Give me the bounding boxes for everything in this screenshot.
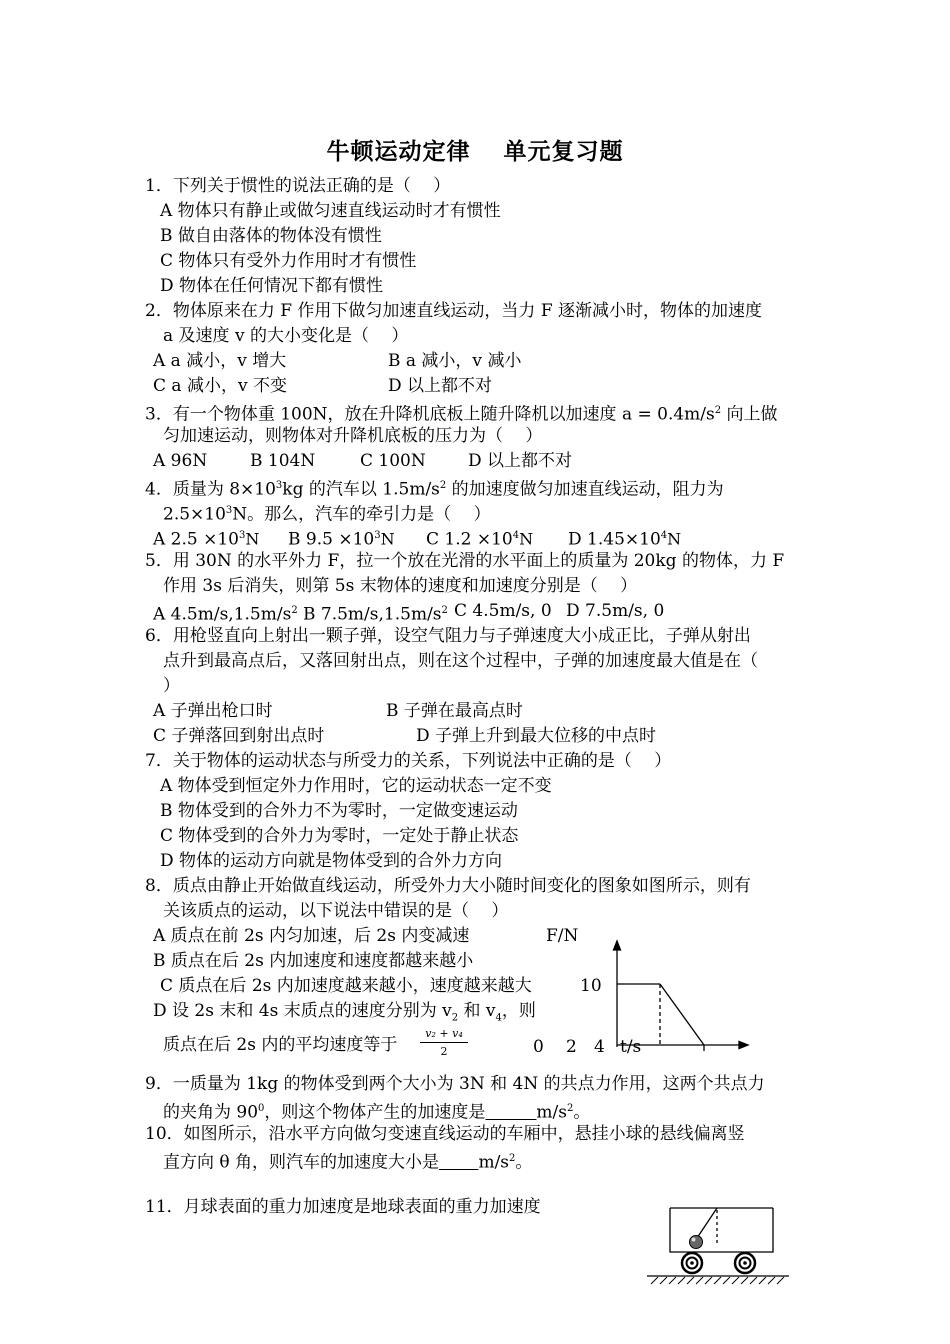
force-time-graph [600, 935, 760, 1060]
question-2-option-c: C a 减小，v 不变 [153, 376, 287, 396]
question-7-option-c: C 物体受到的合外力为零时，一定处于静止状态 [160, 826, 519, 846]
average-velocity-fraction [420, 1027, 468, 1058]
question-5-option-c: C 4.5m/s, 0 [454, 601, 552, 621]
question-1-option-a: A 物体只有静止或做匀速直线运动时才有惯性 [160, 201, 501, 221]
ground-hatching [651, 1277, 784, 1284]
question-4-option-d: D $1.45\times 10^4N$ [568, 529, 682, 550]
question-3-stem: 3．有一个物体重 100N，放在升降机底板上随升降机以加速度 $a = 0.4m/s^2$ 向上做 [145, 404, 778, 425]
question-7-option-a: A 物体受到恒定外力作用时，它的运动状态一定不变 [160, 776, 552, 796]
question-4-option-b: B $9.5 \times 10^3N$ [288, 529, 395, 550]
graph-x-tick-2: 2 [566, 1037, 577, 1057]
carriage-body [670, 1208, 773, 1252]
question-6-option-a: A 子弹出枪口时 [153, 701, 273, 721]
question-8-option-d-cont: 质点在后 2s 内的平均速度等于 [163, 1035, 398, 1055]
question-6-option-d: D 子弹上升到最大位移的中点时 [416, 726, 657, 746]
question-8-option-b: B 质点在后 2s 内加速度和速度都越来越小 [153, 951, 474, 971]
question-7-option-b: B 物体受到的合外力不为零时，一定做变速运动 [160, 801, 518, 821]
question-10-blank [439, 1153, 478, 1173]
question-2-stem-cont: a 及速度 v 的大小变化是（ ） [163, 326, 409, 346]
question-1-option-d: D 物体在任何情况下都有惯性 [160, 276, 384, 296]
question-3-option-a: A 96N [153, 451, 208, 471]
question-4-option-c: C $1.2 \times 10^4N$ [426, 529, 534, 550]
graph-force-decrease [660, 984, 704, 1045]
question-8-stem: 8．质点由静止开始做直线运动，所受外力大小随时间变化的图象如图所示，则有 [145, 876, 751, 896]
pendulum-ball-highlight [692, 1238, 696, 1242]
carriage-pendulum-diagram [645, 1200, 790, 1290]
question-6-stem-cont: 点升到最高点后，又落回射出点，则在这个过程中，子弹的加速度最大值是在（ [163, 651, 758, 671]
question-8-option-c: C 质点在后 2s 内加速度越来越小，速度越来越大 [160, 976, 532, 996]
question-6-option-c: C 子弹落回到射出点时 [153, 726, 325, 746]
question-1-option-b: B 做自由落体的物体没有惯性 [160, 226, 382, 246]
graph-y-arrow [614, 941, 621, 950]
question-5-option-a: A $4.5m/s,1.5m/s^2$ [153, 604, 298, 625]
question-5-stem-cont: 作用 3s 后消失，则第 5s 末物体的速度和加速度分别是（ ） [163, 576, 638, 596]
question-1-option-c: C 物体只有受外力作用时才有惯性 [160, 251, 417, 271]
graph-x-tick-4: 4 [594, 1037, 605, 1057]
question-3-stem-cont: 匀加速运动，则物体对升降机底板的压力为（ ） [163, 426, 543, 446]
question-6-option-b: B 子弹在最高点时 [386, 701, 523, 721]
question-11-stem: 11．月球表面的重力加速度是地球表面的重力加速度 [145, 1197, 541, 1217]
graph-x-arrow [739, 1042, 748, 1049]
left-wheel [682, 1253, 702, 1273]
question-3-option-c: C 100N [360, 451, 426, 471]
question-8-stem-cont: 关该质点的运动，以下说法中错误的是（ ） [163, 901, 509, 921]
question-9-blank [485, 1103, 536, 1123]
question-6-stem: 6．用枪竖直向上射出一颗子弹，设空气阻力与子弹速度大小成正比，子弹从射出 [145, 626, 751, 646]
question-9-stem-cont: 的夹角为 $90^0$，则这个物体产生的加速度是 $m/s^2$。 [163, 1102, 591, 1123]
graph-y-tick-10: 10 [580, 976, 602, 996]
question-5-option-d: D 7.5m/s, 0 [566, 601, 665, 621]
question-7-stem: 7．关于物体的运动状态与所受力的关系，下列说法中正确的是（ ） [145, 751, 672, 771]
pendulum-ball [690, 1236, 703, 1249]
question-8-option-d: D 设 2s 末和 4s 末质点的速度分别为 $v_2$ 和 $v_4$，则 [153, 1001, 536, 1024]
question-4-option-a: A $2.5 \times 10^3N$ [153, 529, 260, 550]
question-7-option-d: D 物体的运动方向就是物体受到的合外力方向 [160, 851, 503, 871]
fraction-denominator: 2 [440, 1045, 448, 1058]
question-8-option-a: A 质点在前 2s 内匀加速，后 2s 内变减速 [153, 926, 470, 946]
question-2-option-b: B a 减小，v 减小 [388, 351, 522, 371]
question-5-stem: 5．用 30N 的水平外力 F，拉一个放在光滑的水平面上的质量为 20kg 的物体，力 F [145, 551, 785, 571]
question-3-option-b: B 104N [250, 451, 316, 471]
question-4-stem: 4．质量为 $8\times 10^3kg$ 的汽车以 $1.5m/s^2$ 的加速度做匀加速直线运动，阻力为 [145, 479, 724, 500]
question-10-stem-cont: 直方向 θ 角，则汽车的加速度大小是 $m/s^2$。 [163, 1152, 533, 1173]
graph-x-axis-label: t/s [620, 1037, 642, 1057]
graph-x-tick-0: 0 [533, 1037, 544, 1057]
right-wheel [735, 1253, 755, 1273]
page-title: 牛顿运动定律 单元复习题 [326, 138, 624, 165]
question-10-stem: 10．如图所示，沿水平方向做匀变速直线运动的车厢中，悬挂小球的悬线偏离竖 [145, 1124, 745, 1144]
question-1-stem: 1．下列关于惯性的说法正确的是（ ） [145, 176, 451, 196]
graph-y-axis-label: F/N [546, 926, 579, 946]
question-2-option-d: D 以上都不对 [388, 376, 493, 396]
question-9-stem: 9．一质量为 1kg 的物体受到两个大小为 3N 和 4N 的共点力作用，这两个共点力 [145, 1074, 765, 1094]
question-5-option-b: B $7.5m/s,1.5m/s^2$ [303, 604, 448, 625]
question-4-stem-cont: $2.5\times 10^3N$。那么，汽车的牵引力是（ ） [163, 504, 491, 525]
fraction-numerator: v₂ + v₄ [420, 1027, 468, 1043]
pendulum-string [697, 1208, 717, 1238]
question-3-option-d: D 以上都不对 [468, 451, 573, 471]
question-6-stem-cont2: ） [163, 676, 180, 696]
question-2-stem: 2．物体原来在力 F 作用下做匀加速直线运动，当力 F 逐渐减小时，物体的加速度 [145, 301, 763, 321]
question-2-option-a: A a 减小，v 增大 [153, 351, 287, 371]
